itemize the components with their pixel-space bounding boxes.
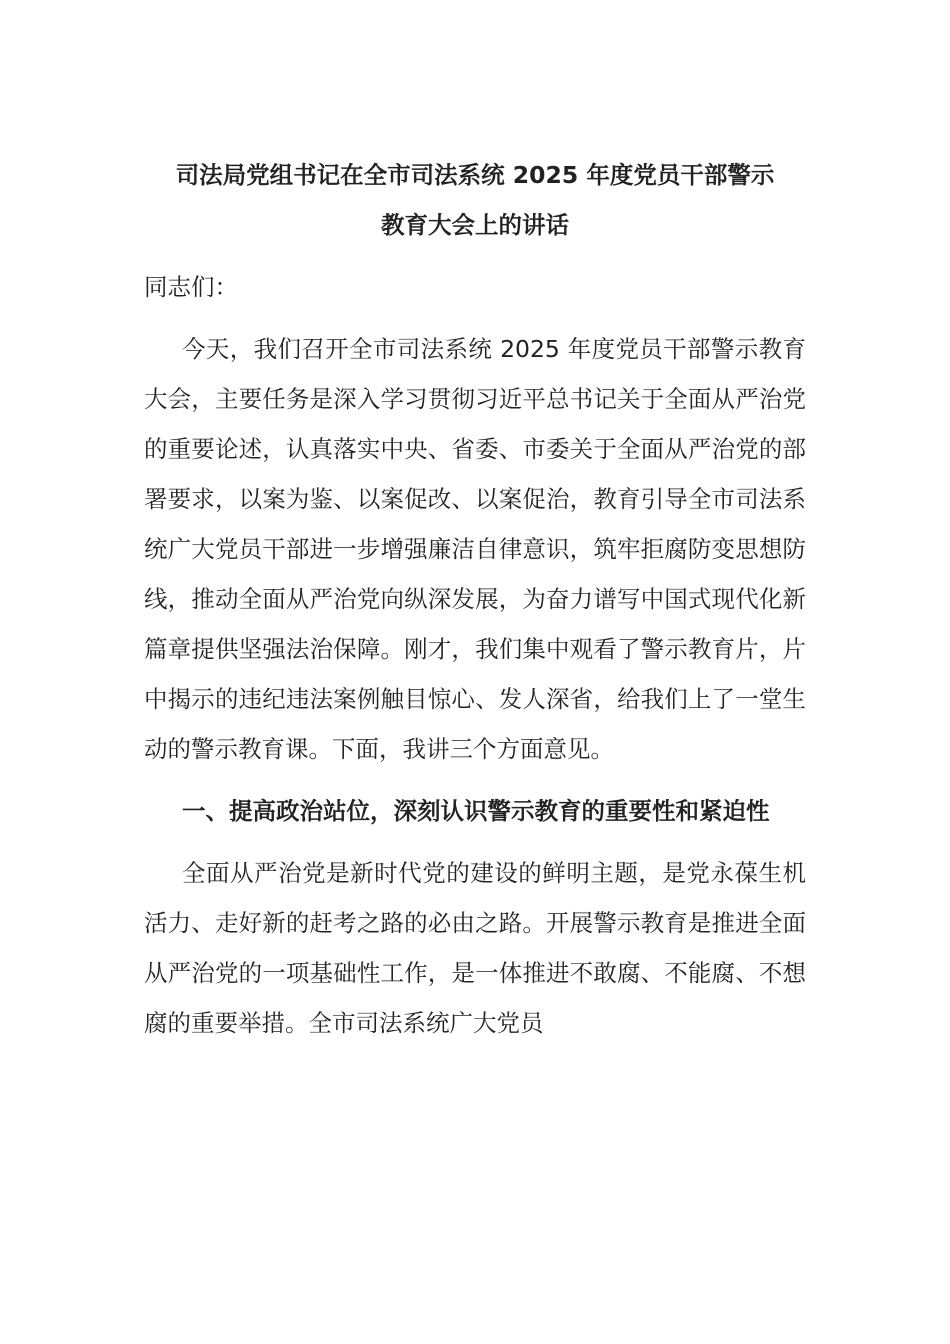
document-title (144, 150, 806, 250)
document-title-line1: 司法局党组书记在全市司法系统 2025 年度党员干部警示 (175, 161, 775, 189)
document-title-line2: 教育大会上的讲话 (381, 211, 569, 239)
paragraph-section-1: 全面从严治党是新时代党的建设的鲜明主题，是党永葆生机活力、走好新的赶考之路的必由之路。开展警示教育是推进全面从严治党的一项基础性工作，是一体推进不敢腐、不能腐、不想腐的重要举措。全市司法系统广大党员 (144, 859, 806, 1037)
document-body (144, 150, 806, 1048)
section-heading-1: 一、提高政治站位，深刻认识警示教育的重要性和紧迫性 (182, 797, 770, 825)
paragraph-opening: 今天，我们召开全市司法系统 2025 年度党员干部警示教育大会，主要任务是深入学习贯彻习近平总书记关于全面从严治党的重要论述，认真落实中央、省委、市委关于全面从严治党的部署要求，以案为鉴、以案促改、以案促治，教育引导全市司法系统广大党员干部进一步增强廉洁自律意识，筑牢拒腐防变思想防线，推动全面从严治党向纵深发展，为奋力谱写中国式现代化新篇章提供坚强法治保障。刚才，我们集中观看了警示教育片，片中揭示的违纪违法案例触目惊心、发人深省，给我们上了一堂生动的警示教育课。下面，我讲三个方面意见。 (144, 335, 806, 763)
greeting: 同志们： (144, 273, 238, 301)
